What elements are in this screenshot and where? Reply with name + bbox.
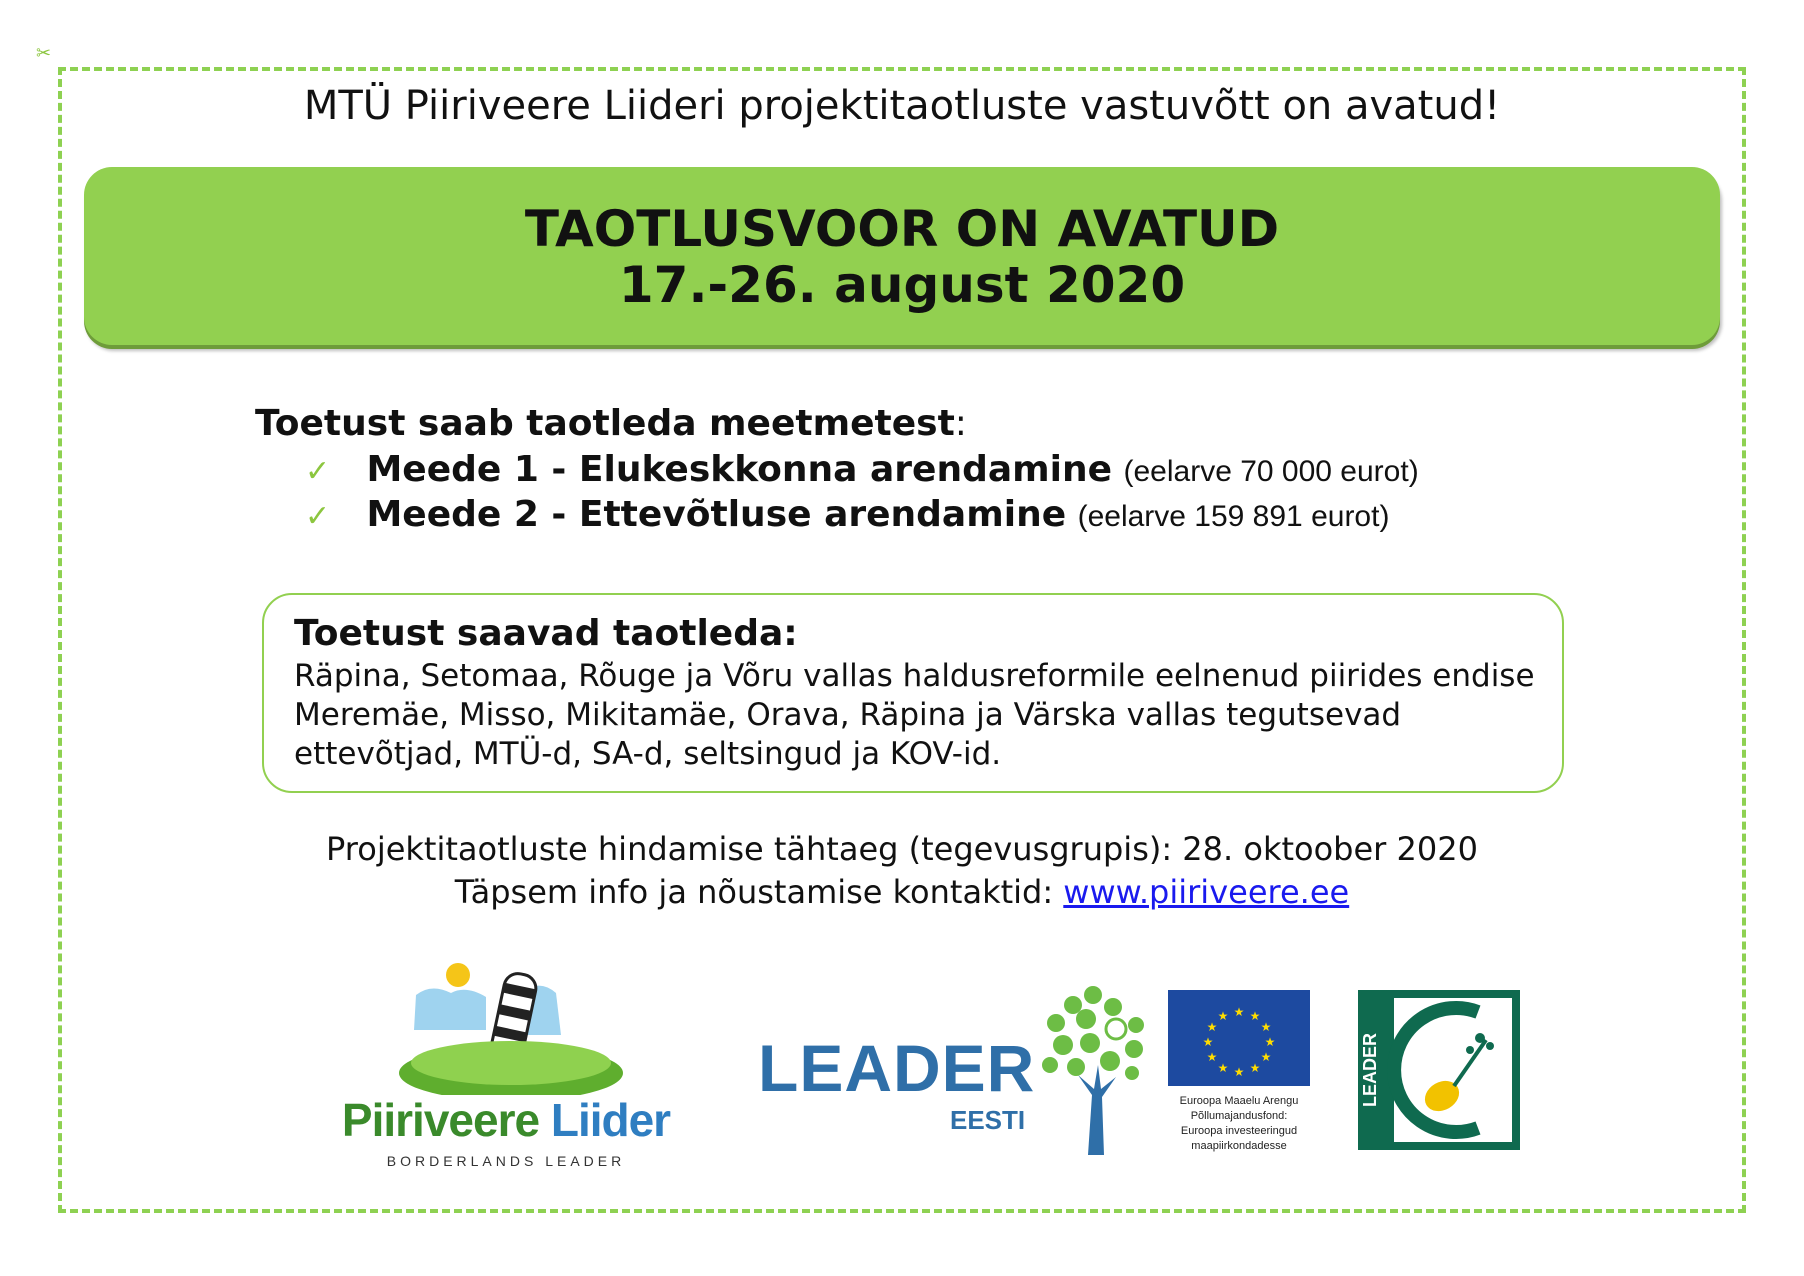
piiriveere-landscape-icon bbox=[336, 955, 676, 1095]
eu-caption-line: Põllumajandusfond: bbox=[1190, 1110, 1288, 1122]
leader-eesti-logo bbox=[758, 985, 1148, 1155]
svg-text:★: ★ bbox=[1260, 1020, 1272, 1034]
website-link[interactable]: www.piiriveere.ee bbox=[1063, 873, 1350, 911]
leader-country: EESTI bbox=[950, 1105, 1026, 1135]
applicants-title: Toetust saavad taotleda: bbox=[294, 613, 798, 654]
wordmark-part1: Piiriveere bbox=[341, 1094, 540, 1146]
measure-name: Meede 1 - Elukeskkonna arendamine bbox=[366, 449, 1113, 490]
eu-caption-line: Euroopa Maaelu Arengu bbox=[1179, 1095, 1299, 1107]
svg-text:★: ★ bbox=[1233, 1065, 1245, 1079]
svg-text:★: ★ bbox=[1249, 1009, 1261, 1023]
measure-name: Meede 2 - Ettevõtluse arendamine bbox=[366, 494, 1067, 535]
svg-text:★: ★ bbox=[1206, 1020, 1218, 1034]
measures-heading-colon: : bbox=[954, 403, 967, 444]
leader-eu-logo bbox=[1358, 990, 1520, 1150]
measure-budget: (eelarve 70 000 eurot) bbox=[1123, 455, 1419, 488]
piiriveere-liider-logo bbox=[336, 955, 676, 1175]
measure-item bbox=[305, 492, 1389, 540]
measures-heading bbox=[255, 400, 967, 448]
measure-item bbox=[305, 447, 1419, 495]
check-icon: ✓ bbox=[305, 454, 331, 489]
measure-budget: (eelarve 159 891 eurot) bbox=[1077, 500, 1390, 533]
svg-text:★: ★ bbox=[1202, 1035, 1214, 1049]
open-call-banner bbox=[84, 167, 1720, 345]
scissors-icon: ✂ bbox=[36, 43, 52, 64]
svg-text:★: ★ bbox=[1206, 1050, 1218, 1064]
svg-text:★: ★ bbox=[1217, 1061, 1229, 1075]
contact-info-label: Täpsem info ja nõustamise kontaktid: bbox=[454, 873, 1054, 911]
banner-dates: 17.-26. august 2020 bbox=[618, 256, 1186, 314]
svg-text:★: ★ bbox=[1264, 1035, 1276, 1049]
leader-eu-wordmark: LEADER bbox=[1360, 1032, 1380, 1108]
banner-title: TAOTLUSVOOR ON AVATUD bbox=[524, 200, 1280, 258]
page-title: MTÜ Piiriveere Liideri projektitaotluste vastuvõtt on avatud! bbox=[303, 83, 1501, 129]
piiriveere-subtitle: BORDERLANDS LEADER bbox=[386, 1153, 626, 1169]
check-icon: ✓ bbox=[305, 499, 331, 534]
piiriveere-wordmark bbox=[336, 1093, 676, 1147]
contact-info bbox=[0, 870, 1804, 914]
leader-wordmark: LEADER bbox=[758, 1031, 1036, 1105]
applicants-box bbox=[262, 593, 1564, 793]
evaluation-deadline: Projektitaotluste hindamise tähtaeg (tegevusgrupis): 28. oktoober 2020 bbox=[326, 830, 1478, 868]
svg-text:★: ★ bbox=[1233, 1005, 1245, 1019]
eu-fund-logo bbox=[1168, 990, 1314, 1160]
svg-text:★: ★ bbox=[1260, 1050, 1272, 1064]
eu-caption-line: Euroopa investeeringud bbox=[1180, 1125, 1298, 1137]
wordmark-part2: Liider bbox=[550, 1094, 671, 1146]
eu-fund-caption bbox=[1162, 1094, 1316, 1154]
eu-flag-icon bbox=[1168, 990, 1310, 1086]
svg-text:★: ★ bbox=[1217, 1009, 1229, 1023]
eu-caption-line: maapiirkondadesse bbox=[1191, 1140, 1287, 1152]
measures-heading-text: Toetust saab taotleda meetmetest bbox=[255, 403, 955, 444]
svg-text:★: ★ bbox=[1249, 1061, 1261, 1075]
applicants-text: Räpina, Setomaa, Rõuge ja Võru vallas haldusreformile eelnenud piirides endise Meremäe, Misso, Mikitamäe, Orava, Räpina ja Värska vallas tegutsevad ettevõtjad, MTÜ-d, SA-d, seltsingud ja KOV-id. bbox=[294, 658, 1535, 772]
tree-icon bbox=[1038, 985, 1148, 1155]
